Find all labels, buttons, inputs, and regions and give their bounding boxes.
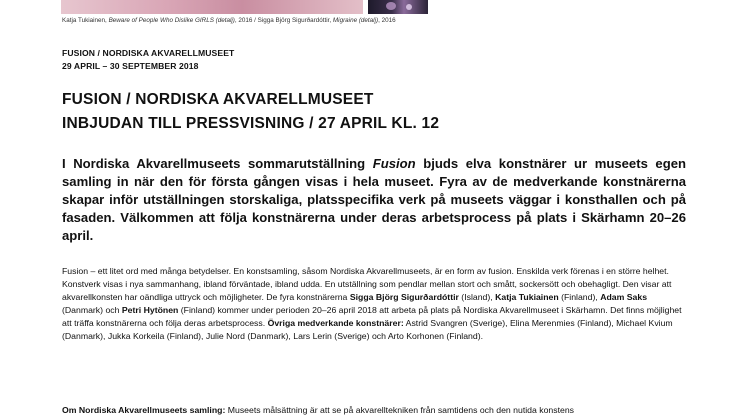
page-subtitle: INBJUDAN TILL PRESSVISNING / 27 APRIL KL. 12 <box>62 115 440 132</box>
exhibition-label: FUSION / NORDISKA AKVARELLMUSEET <box>62 48 235 58</box>
image-caption: Katja Tukiainen, Beware of People Who Dislike GIRLS (detalj), 2016 / Sigga Björg Sigurðardóttir, Migraine (detalj), 2016 <box>62 17 396 24</box>
about-collection-paragraph: Om Nordiska Akvarellmuseets samling: Museets målsättning är att se på akvarelltekniken från samtidens och den nutida konstens <box>62 405 575 415</box>
page-title: FUSION / NORDISKA AKVARELLMUSEET <box>62 91 374 108</box>
header-image-strip <box>0 0 746 14</box>
artwork-image-tukiainen <box>61 0 363 14</box>
artwork-image-sigurdardottir <box>368 0 428 14</box>
lead-paragraph: I Nordiska Akvarellmuseets sommarutställning Fusion bjuds elva konstnärer ur museets egen samling in när den för första gången visas i hela museet. Fyra av de medverkande konstnärerna skapar inför utställningen storskaliga, platsspecifika verk på museets väggar i konsthallen och på fasaden. Välkommen att följa konstnärerna under deras arbetsprocess på plats i Skärhamn 20–26 april. <box>62 156 686 243</box>
exhibition-dates: 29 APRIL – 30 SEPTEMBER 2018 <box>62 61 199 71</box>
body-paragraph: Fusion – ett litet ord med många betydelser. En konstsamling, såsom Nordiska Akvarellmuseets, är en form av fusion. Enskilda verk förenas i en större helhet. Konstverk visas i nya sammanhang, ibland förväntade, ibland udda. En utställning som pendlar mellan stort och smått, sockersött och obehagligt. Den visar att akvarellkonsten har oändliga uttryck och möjligheter. De fyra konstnärerna Sigga Björg Sigurðardóttir (Island), Katja Tukiainen (Finland), Adam Saks (Danmark) och Petri Hytönen (Finland) kommer under perioden 20–26 april 2018 att arbeta på plats på Nordiska Akvarellmuseet i Skärhamn. Det finns möjlighet att träffa konstnärerna och följa deras arbetsprocess. Övriga medverkande konstnärer: Astrid Svangren (Sverige), Elina Merenmies (Finland), Michael Kvium (Danmark), Jukka Korkeila (Finland), Julie Nord (Danmark), Lars Lerin (Sverige) och Arto Korhonen (Finland). <box>62 266 682 342</box>
